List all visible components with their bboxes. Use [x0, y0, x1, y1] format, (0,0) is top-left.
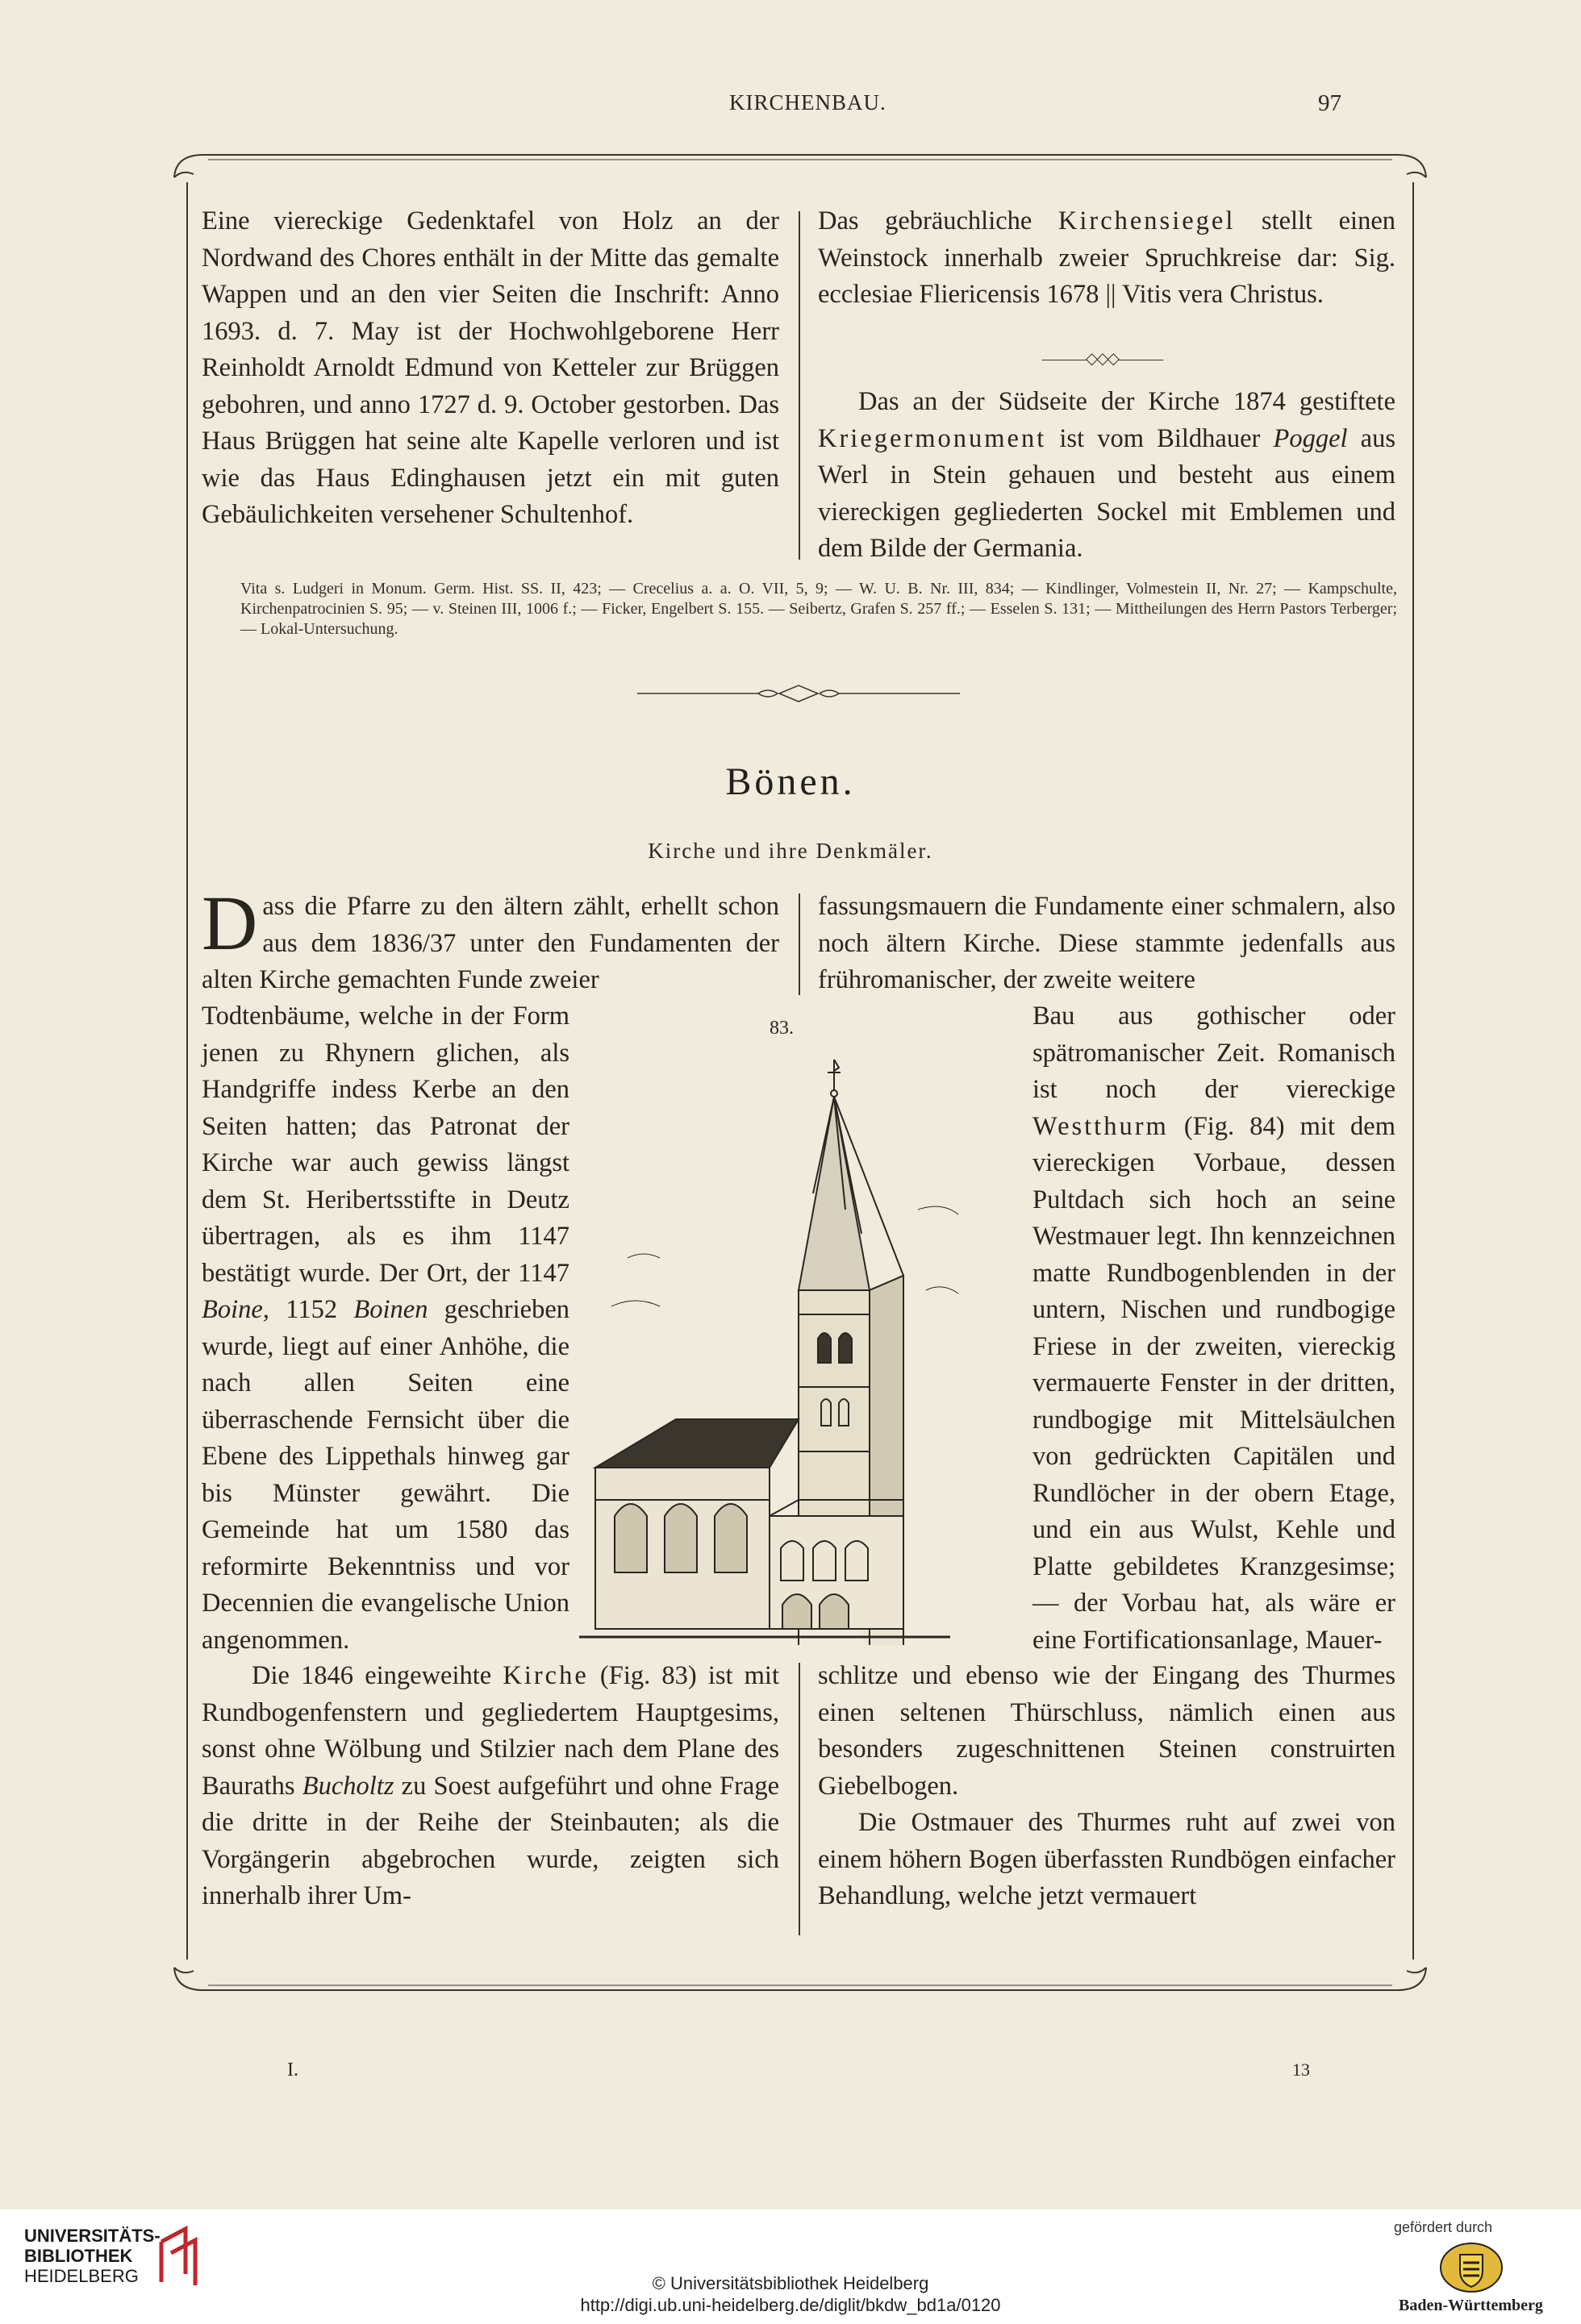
monument-term: Kriegermonument	[818, 423, 1047, 453]
body-left-bottom	[202, 1658, 779, 1915]
place-name-boinen: Boinen	[353, 1295, 428, 1324]
intro-text-a: Todtenbäume, welche in der Form jenen zu Rhynern glichen, als Handgriffe indess Kerbe an den Seiten hatten; das Patronat der Kirche war auch gewiss längst dem St. Heribertsstifte in Deutz übertragen, als es ihm 1147 bestätigt wurde. Der Ort, der 1147	[202, 1002, 569, 1288]
section-title: Bönen.	[725, 760, 856, 803]
tower-paragraph	[1032, 998, 1395, 1659]
section-ornament	[637, 684, 960, 703]
running-title: KIRCHENBAU.	[729, 90, 886, 115]
column-rule-mid-top	[799, 893, 800, 995]
small-divider: ———◇◇◇———	[1041, 350, 1162, 368]
body-right-bottom	[818, 1658, 1395, 1915]
seal-text-rest: stellt einen Weinstock innerhalb zweier Spruchkreise dar: Sig. ecclesiae Fliericensis 1678 || Vitis vera Christus.	[818, 206, 1395, 309]
drop-cap: D	[202, 880, 258, 966]
monument-paragraph	[818, 384, 1395, 568]
library-line-2: BIBLIOTHEK	[24, 2246, 133, 2266]
tower-door-text: schlitze und ebenso wie der Eingang des Thurmes einen seltenen Thürschluss, nämlich einen aus besonders zugeschnittenen Steinen construirten Giebelbogen.	[818, 1661, 1395, 1801]
church-illustration	[579, 1048, 1023, 1645]
figure-number: 83.	[770, 1018, 794, 1039]
digitization-footer	[0, 2209, 1581, 2324]
funder-name: Baden-Württemberg	[1399, 2297, 1543, 2314]
foundations-text: fassungsmauern die Fundamente einer schmalern, also noch ältern Kirche. Diese stammte jedenfalls aus frühromanischer, der zweite weitere	[818, 892, 1395, 994]
tower-text-a: Bau aus gothischer oder spätromanischer Zeit. Romanisch ist noch der viereckige	[1032, 1002, 1395, 1104]
section-subtitle: Kirche und ihre Denkmäler.	[648, 839, 933, 863]
seal-term: Kirchensiegel	[1057, 206, 1236, 235]
body-right-narrow	[1032, 998, 1395, 1659]
west-tower-term: Westthurm	[1032, 1111, 1169, 1141]
church-text-a: Die 1846 eingeweihte	[252, 1661, 503, 1690]
body-left-narrow	[202, 998, 569, 1659]
intro-paragraph-start	[202, 880, 779, 999]
architect-name: Bucholtz	[302, 1771, 394, 1801]
intro-text-c: geschrieben wurde, liegt auf einer Anhöhe, die nach allen Seiten eine überraschende Fernsicht über die Ebene des Lippethals hinweg gar bis Münster gewährt. Die Gemeinde hat um 1580 das reformirte Bekenntniss und vor Decennien die evangelische Union angenommen.	[202, 1295, 570, 1655]
church-paragraph	[202, 1658, 779, 1915]
church-text-c: zu Soest aufgeführt und ohne Frage die dritte in der Reihe der Steinbauten; als die Vorgängerin abgebrochen wurde, zeigten sich innerhalb ihrer Um-	[202, 1771, 780, 1910]
source-references: Vita s. Ludgeri in Monum. Germ. Hist. SS. II, 423; — Crecelius a. a. O. VII, 5, 9; — W. U. B. Nr. III, 834; — Kindlinger, Volmestein II, Nr. 27; — Kampschulte, Kirchenpatrocinien S. 95; — v. Steinen III, 1006 f.; — Ficker, Engelbert S. 155. — Seibertz, Grafen S. 257 ff.; — Esselen S. 131; — Mittheilungen des Herrn Pastors Terberger; — Lokal-Untersuchung.	[240, 580, 1397, 638]
monument-text-a: Das an der Südseite der Kirche 1874 gestiftete	[858, 387, 1395, 416]
sheet-number: 13	[1292, 2060, 1310, 2080]
tower-text-b: (Fig. 84) mit dem viereckigen Vorbaue, dessen Pultdach sich hoch an seine Westmauer legt. Ihn kennzeichnen matte Rundbogenblenden in der untern, Nischen und rundbogige Friese in der zweiten, viereckig vermauerte Fenster in der dritten, rundbogige mit Mittelsäulchen von gedrückten Capitälen und Rundlöcher in der obern Etage, und ein aus Wulst, Kehle und Platte gebildetes Kranzgesimse; — der Vorbau hat, als wäre er eine Fortificationsanlage, Mauer-	[1032, 1111, 1395, 1655]
column-rule-bottom	[799, 1663, 800, 1935]
monument-column	[818, 384, 1395, 568]
monument-text-b: ist vom Bildhauer	[1046, 423, 1274, 453]
library-line-3: HEIDELBERG	[24, 2266, 139, 2286]
funded-by-label: gefördert durch	[1394, 2219, 1493, 2235]
top-right-column	[818, 203, 1395, 314]
monument-text-c: aus Werl in Stein gehauen und besteht aus einem viereckigen gegliederten Sockel mit Emblemen und dem Bilde der Germania.	[818, 423, 1395, 563]
top-left-column	[202, 203, 779, 534]
sculptor-name: Poggel	[1273, 423, 1348, 453]
intro-text-full: ass die Pfarre zu den ältern zählt, erhellt schon aus dem 1836/37 unter den Fundamenten der alten Kirche gemachten Funde zweier	[202, 892, 779, 994]
body-left-top	[202, 880, 779, 999]
memorial-tablet-paragraph: Eine viereckige Gedenktafel von Holz an der Nordwand des Chores enthält in der Mitte das gemalte Wappen und an den vier Seiten die Inschrift: Anno 1693. d. 7. May ist der Hochwohlgeborene Herr Reinholdt Arnoldt Edmund von Ketteler zur Brüggen gebohren, und anno 1727 d. 9. October gestorben. Das Haus Brüggen hat seine alte Kapelle verloren und ist wie das Haus Edinghausen jetzt ein mit guten Gebäulichkeiten versehener Schultenhof.	[202, 206, 779, 529]
signature-mark: I.	[287, 2060, 298, 2080]
library-line-1: UNIVERSITÄTS-	[24, 2226, 161, 2246]
seal-paragraph	[818, 203, 1395, 314]
permalink[interactable]: http://digi.ub.uni-heidelberg.de/diglit/bkdw_bd1a/0120	[580, 2295, 1001, 2315]
intro-paragraph-narrow	[202, 998, 569, 1659]
east-wall-text: Die Ostmauer des Thurmes ruht auf zwei von einem höhern Bogen überfassten Rundbögen einfacher Behandlung, welche jetzt vermauert	[818, 1808, 1395, 1910]
copyright-text: © Universitätsbibliothek Heidelberg	[652, 2273, 929, 2293]
column-rule-top	[799, 211, 800, 560]
body-right-top	[818, 889, 1395, 999]
intro-text-b: 1152	[269, 1295, 354, 1324]
coat-of-arms-icon	[1439, 2242, 1504, 2293]
page-number: 97	[1318, 90, 1341, 116]
church-term: Kirche	[503, 1661, 589, 1690]
place-name-boine: Boine,	[202, 1295, 269, 1324]
copyright-block	[0, 2272, 1581, 2316]
church-text-b: (Fig. 83) ist mit Rundbogenfenstern und gegliedertem Hauptgesims, sonst ohne Wölbung und Stilzier nach dem Plane des Bauraths	[202, 1661, 779, 1801]
running-header	[0, 90, 1581, 123]
seal-text-intro: Das gebräuchliche	[818, 206, 1058, 235]
